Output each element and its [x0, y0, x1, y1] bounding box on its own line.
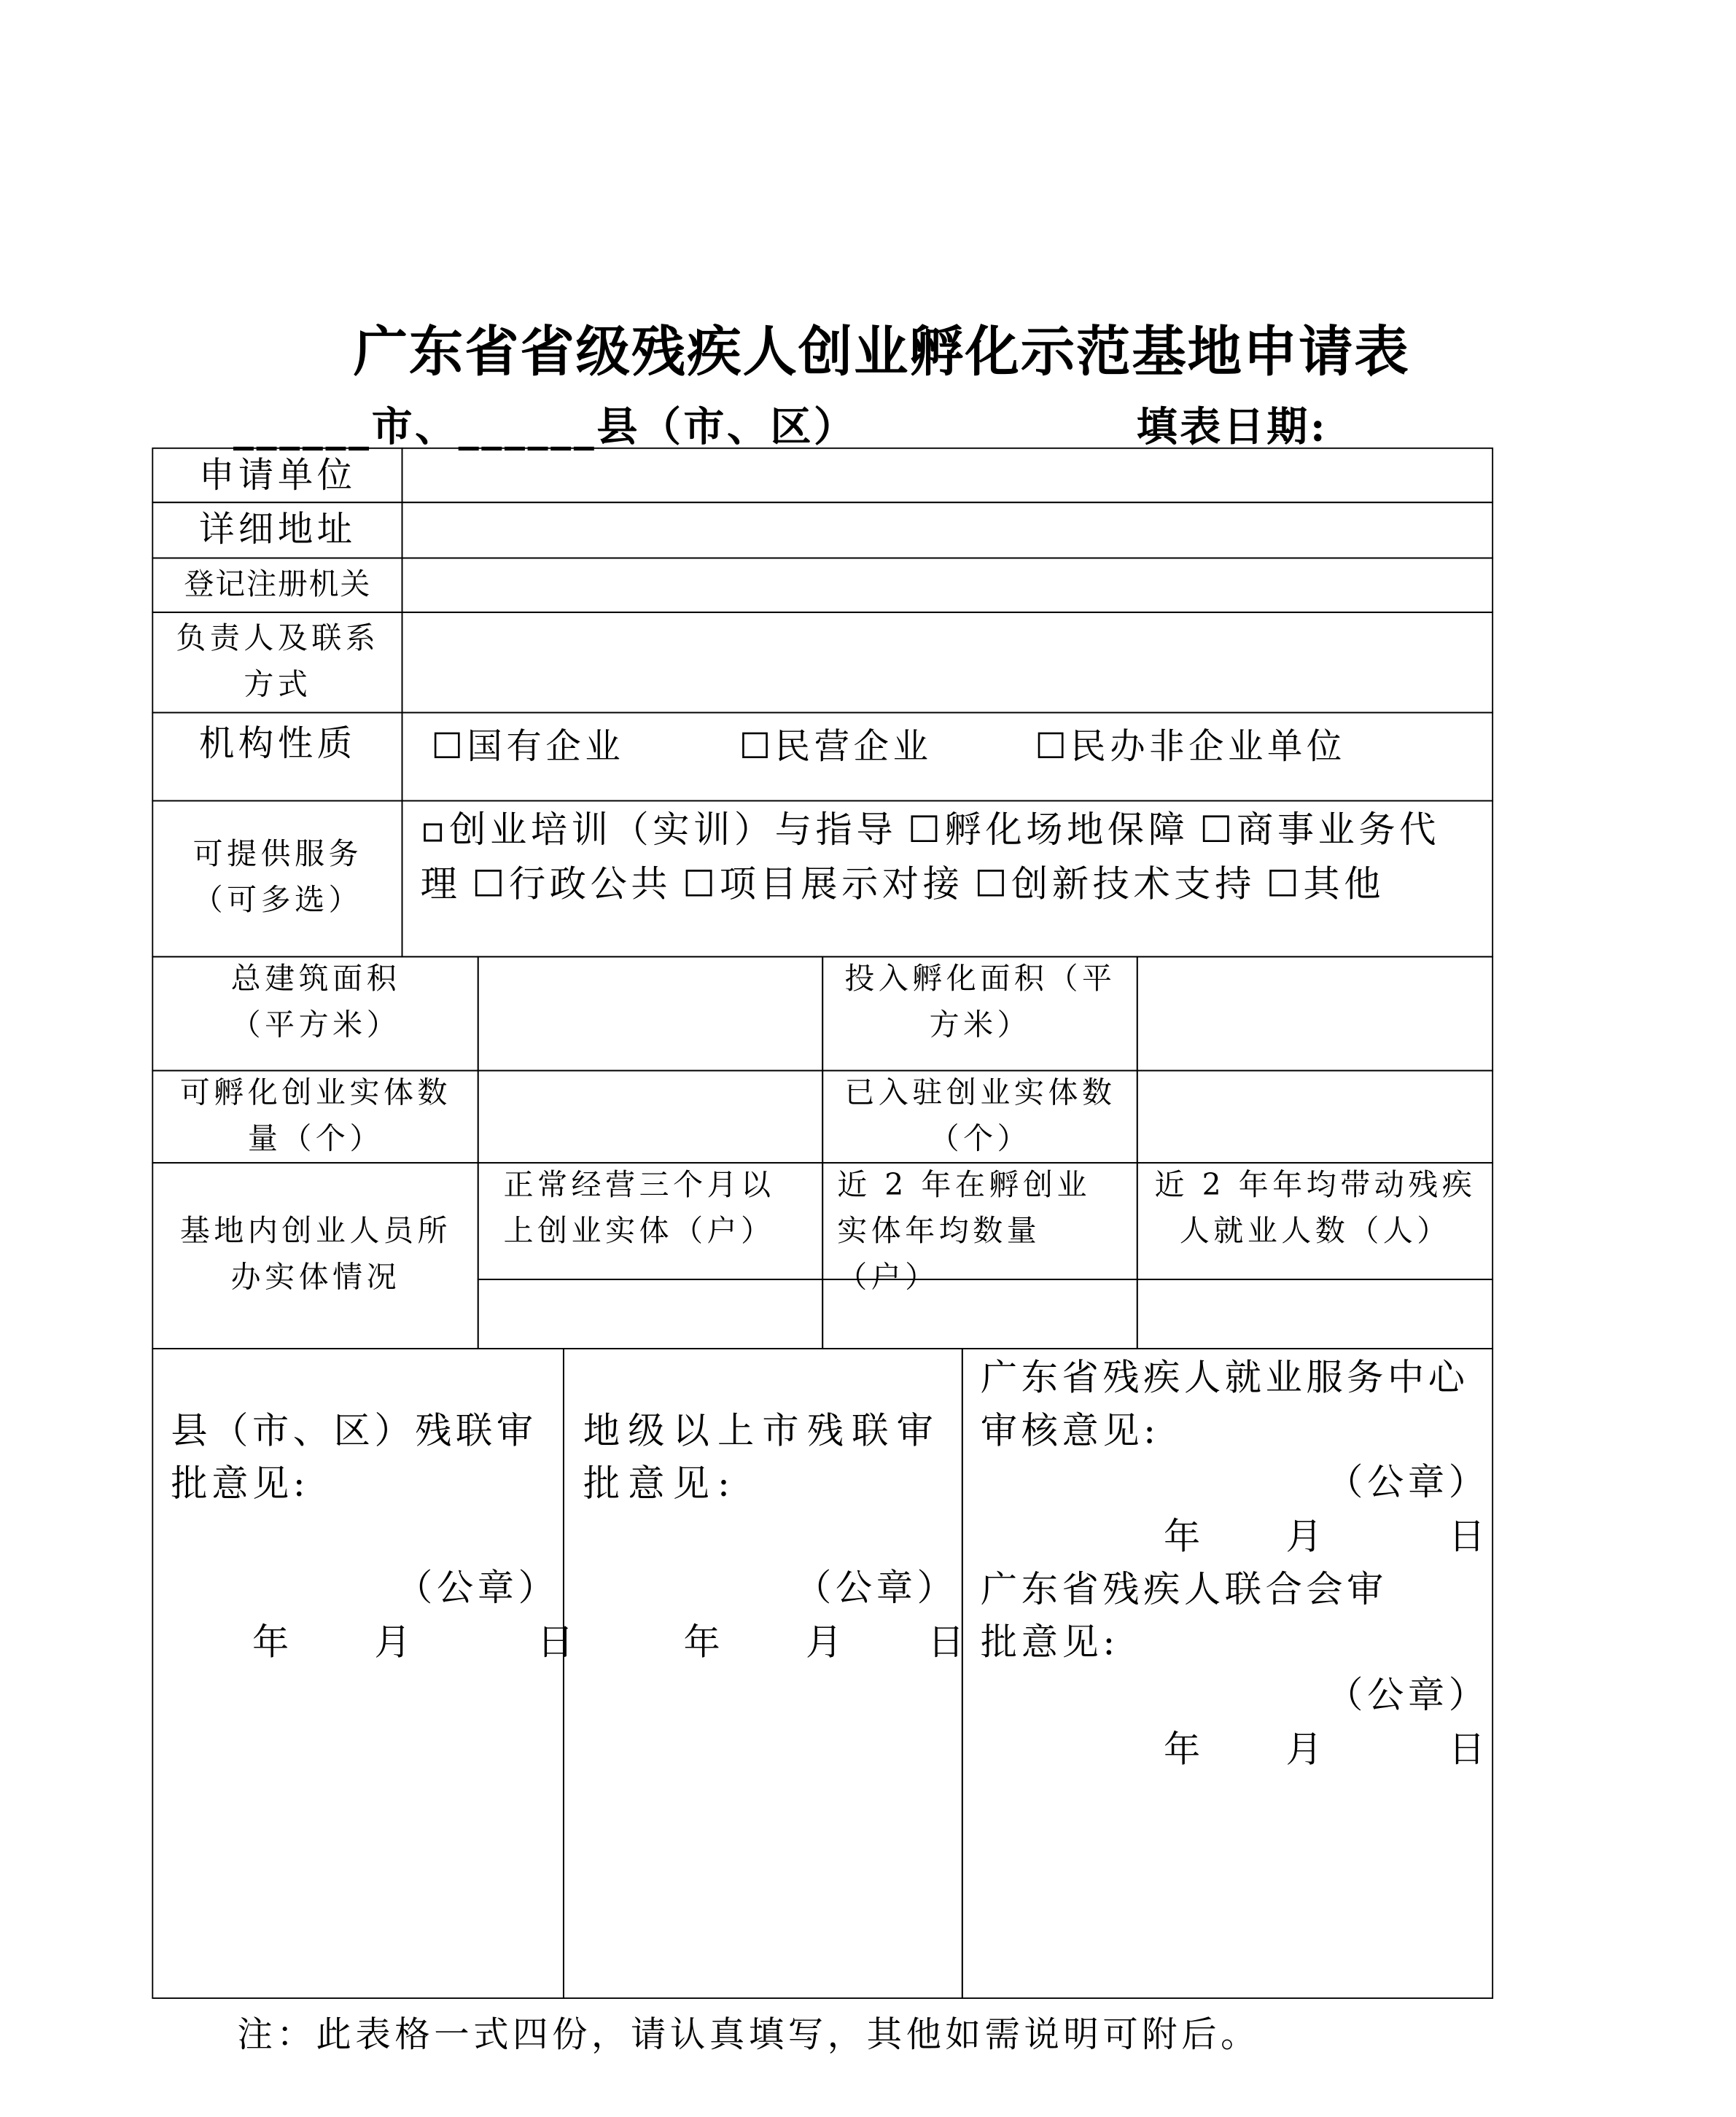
registration-field[interactable] [402, 558, 1493, 613]
center-date: 年 月 日 [1164, 1516, 1490, 1559]
services-options [421, 804, 1485, 913]
footnote: 注：此表格一式四份，请认真填写，其他如需说明可附后。 [237, 2015, 1261, 2056]
service-option-venue[interactable]: ☐孵化场地保障 [908, 809, 1189, 852]
entities-employment-field[interactable] [1137, 1279, 1493, 1350]
center-seal: （公章） [1326, 1462, 1490, 1504]
federation-date: 年 月 日 [1164, 1728, 1490, 1771]
contact-field[interactable] [402, 612, 1493, 714]
region-line[interactable]: ______市、______县（市、区） [233, 404, 857, 452]
city-approval-label: 地级以上市残联审批意见: [583, 1410, 941, 1505]
form-title: 广东省省级残疾人创业孵化示范基地申请表 [353, 320, 1410, 384]
capacity-field[interactable] [478, 1070, 823, 1163]
applicant-field[interactable] [402, 448, 1493, 503]
entities-incubating-field[interactable] [822, 1279, 1138, 1350]
federation-seal: （公章） [1326, 1675, 1490, 1718]
org-type-option-nonprofit[interactable]: ☐民办非企业单位 [1035, 727, 1346, 768]
entities-label: 基地内创业人员所办实体情况 [152, 1163, 479, 1350]
incubation-area-label: 投入孵化面积（平方米） [822, 956, 1138, 1072]
total-area-label: 总建筑面积（平方米） [152, 956, 479, 1072]
fill-date-label[interactable]: 填表日期: [1136, 404, 1328, 452]
org-type-option-private[interactable]: ☐民营企业 [739, 727, 933, 768]
county-seal: （公章） [396, 1567, 559, 1610]
address-label: 详细地址 [152, 502, 403, 559]
service-option-tech[interactable]: ☐创新技术支持 [974, 863, 1256, 906]
org-type-option-state[interactable]: ☐国有企业 [431, 727, 625, 768]
contact-label: 负责人及联系方式 [152, 612, 403, 714]
incubation-area-field[interactable] [1137, 956, 1493, 1072]
service-option-business-agency[interactable]: ☐商事业务代理 [420, 809, 1441, 906]
address-field[interactable] [402, 502, 1493, 559]
applicant-label: 申请单位 [152, 448, 403, 503]
federation-approval-label: 广东省残疾人联合会审批意见: [980, 1569, 1387, 1664]
center-approval-label: 广东省残疾人就业服务中心审核意见: [980, 1357, 1469, 1453]
total-area-field[interactable] [478, 956, 823, 1072]
settled-label: 已入驻创业实体数（个） [822, 1070, 1138, 1163]
entities-header-incubating: 近 2 年在孵创业实体年均数量（户） [822, 1163, 1138, 1281]
entities-header-operating: 正常经营三个月以上创业实体（户） [478, 1163, 823, 1281]
settled-field[interactable] [1137, 1070, 1493, 1163]
service-option-training[interactable]: ▫创业培训（实训）与指导 [420, 809, 898, 852]
services-label: 可提供服务（可多选） [152, 800, 403, 958]
county-date: 年 月 日 [252, 1621, 578, 1664]
city-seal: （公章） [795, 1567, 958, 1610]
service-option-admin[interactable]: ☐行政公共 [472, 863, 672, 906]
capacity-label: 可孵化创业实体数量（个） [152, 1070, 479, 1163]
city-date: 年 月 日 [683, 1621, 969, 1664]
service-option-project[interactable]: ☐项目展示对接 [682, 863, 964, 906]
service-option-other[interactable]: ☐其他 [1266, 863, 1385, 906]
entities-operating-field[interactable] [478, 1279, 823, 1350]
entities-header-employment: 近 2 年年均带动残疾人就业人数（人） [1137, 1163, 1493, 1281]
org-type-label: 机构性质 [152, 712, 403, 802]
county-approval-label: 县（市、区）残联审批意见: [171, 1410, 537, 1505]
registration-label: 登记注册机关 [152, 558, 403, 613]
